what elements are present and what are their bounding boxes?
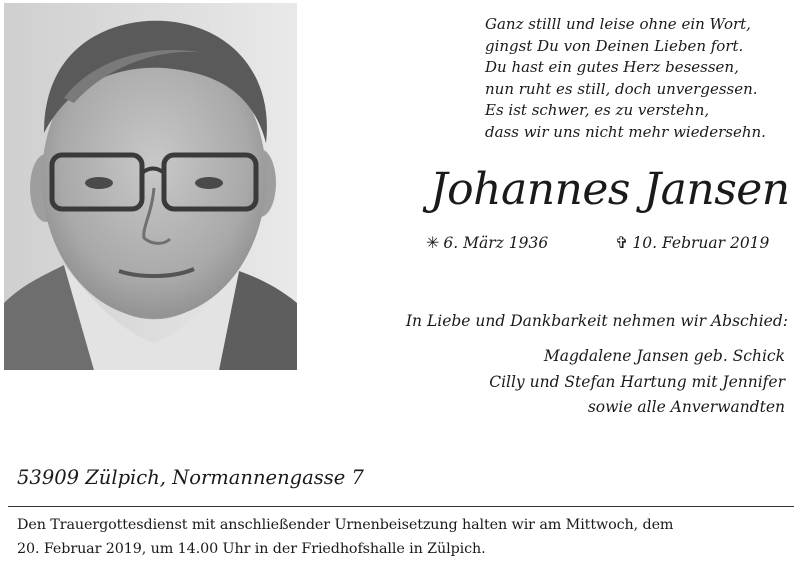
birth-date: 6. März 1936: [443, 234, 549, 252]
poem-line: Es ist schwer, es zu verstehn,: [485, 101, 710, 120]
farewell-text: In Liebe und Dankbarkeit nehmen wir Abschied:: [405, 312, 788, 330]
birth-star-icon: ✳: [426, 233, 440, 252]
service-line: 20. Februar 2019, um 14.00 Uhr in der Friedhofshalle in Zülpich.: [17, 541, 486, 557]
mourner-line: Magdalene Jansen geb. Schick: [543, 347, 785, 365]
address: 53909 Zülpich, Normannengasse 7: [17, 466, 364, 489]
poem-line: Ganz stilll und leise ohne ein Wort,: [485, 15, 751, 33]
birth-date-group: [426, 233, 548, 252]
deceased-name: Johannes Jansen: [430, 164, 790, 215]
mourner-line: Cilly und Stefan Hartung mit Jennifer: [489, 372, 785, 391]
poem: [485, 14, 797, 144]
poem-line: dass wir uns nicht mehr wiedersehn.: [485, 122, 766, 141]
death-date-group: [615, 233, 769, 252]
mourner-line: sowie alle Anverwandten: [587, 398, 785, 416]
death-date: 10. Februar 2019: [632, 234, 770, 252]
portrait-illustration: [4, 3, 297, 370]
service-line: Den Trauergottesdienst mit anschließender Urnenbeisetzung halten wir am Mittwoch, dem: [17, 517, 674, 533]
cross-icon: ✞: [615, 233, 629, 252]
portrait-photo: [4, 3, 297, 370]
poem-line: nun ruht es still, doch unvergessen.: [485, 79, 758, 98]
poem-line: Du hast ein gutes Herz besessen,: [485, 58, 739, 77]
mourners-list: [300, 344, 785, 421]
poem-line: gingst Du von Deinen Lieben fort.: [485, 36, 744, 55]
service-notice: [17, 513, 797, 561]
divider: [8, 506, 794, 507]
